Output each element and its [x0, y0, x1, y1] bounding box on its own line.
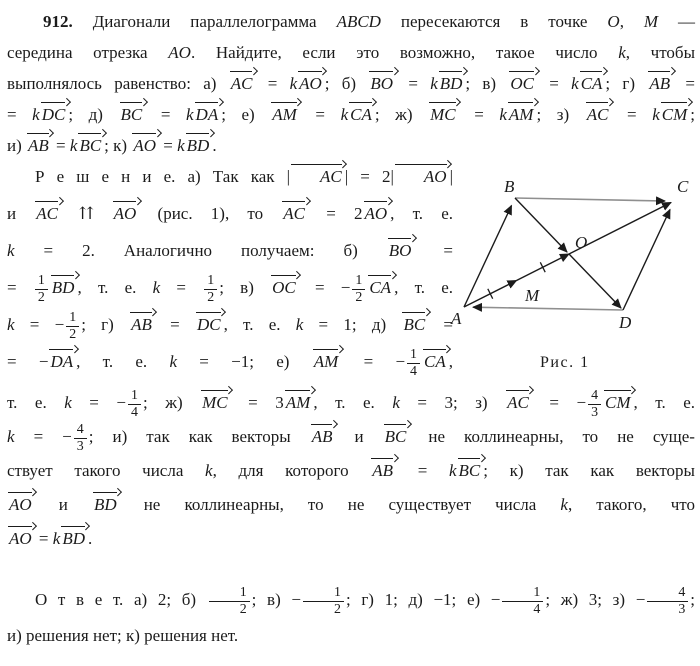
- diagonal-bd-arrow: [569, 254, 621, 308]
- text-run: k: [7, 241, 15, 260]
- text-run: |: [449, 167, 453, 186]
- side-dc-arrow: [623, 210, 670, 311]
- text-run: =: [51, 136, 70, 155]
- text-run: =: [255, 74, 290, 93]
- vector-AO: AO: [363, 204, 391, 224]
- text-run: , т. е.: [76, 352, 170, 371]
- text-run: выполнялось равенство: а): [7, 74, 229, 93]
- fraction: $\frac{1}{4}$: [128, 388, 141, 420]
- text-run: , т. е.: [394, 278, 453, 297]
- text-line: [7, 343, 453, 380]
- text-run: , т. е.: [313, 393, 393, 412]
- text-run: k: [205, 461, 213, 481]
- text-run: =: [34, 529, 53, 549]
- text-run: ⇈: [61, 204, 112, 223]
- text-run: = 3: [230, 393, 284, 412]
- text-run: . Найдите, если это возможно, такое число: [190, 43, 619, 62]
- vector-BD: BD: [50, 278, 78, 298]
- text-run: , т. е.: [390, 204, 454, 223]
- text-run: ;: [690, 590, 696, 609]
- vector-MC: MC: [200, 393, 231, 413]
- vector-AB: AB: [647, 74, 673, 94]
- fraction: $\frac{1}{2}$: [66, 310, 79, 342]
- vector-AC: AC: [229, 74, 256, 94]
- vector-AB: AB: [26, 136, 52, 156]
- text-run: k: [571, 74, 579, 93]
- text-line: [7, 37, 695, 68]
- text-run: | = 2|: [344, 167, 394, 186]
- text-run: (рис. 1), то: [139, 204, 282, 223]
- vector-bo-arrow: [515, 198, 567, 252]
- text-run: =: [458, 105, 500, 124]
- vector-AO: AO: [112, 204, 140, 224]
- text-run: = −: [531, 393, 587, 412]
- text-run: k: [32, 105, 40, 124]
- text-run: = 1; д): [303, 315, 402, 334]
- text-run: k: [652, 105, 660, 124]
- vector-DA: DA: [48, 352, 76, 372]
- answer-block: [7, 580, 695, 652]
- solution-full-width: [7, 386, 695, 556]
- text-line: [7, 620, 695, 652]
- text-run: , такого, что: [567, 495, 695, 515]
- vector-AO: AO: [394, 167, 450, 187]
- parallelogram-svg: [447, 164, 699, 376]
- text-run: ; ж): [142, 393, 201, 412]
- text-run: .: [212, 136, 217, 155]
- vector-CA: CA: [367, 278, 394, 298]
- vector-BC: BC: [401, 315, 428, 335]
- text-run: =: [7, 278, 33, 297]
- text-run: k: [448, 461, 457, 481]
- text-run: ; к): [104, 136, 132, 155]
- vector-AM: AM: [312, 352, 342, 372]
- vertex-label-a: A: [451, 309, 462, 328]
- text-run: k: [340, 105, 349, 124]
- fraction: $\frac{1}{2}$: [204, 273, 217, 305]
- text-run: = 2. Аналогично получаем: б): [14, 241, 387, 260]
- text-run: , т. е.: [77, 278, 153, 297]
- vector-AO: AO: [131, 136, 159, 156]
- text-run: ; и) так как векторы: [88, 427, 310, 447]
- text-run: ,: [448, 352, 453, 371]
- vector-AO: AO: [7, 529, 35, 549]
- vector-AM: AM: [284, 393, 314, 413]
- text-run: =: [396, 461, 449, 481]
- vector-MC: MC: [428, 105, 459, 125]
- tick-mark-mo: [540, 262, 545, 272]
- text-run: =: [160, 278, 203, 297]
- text-line: [7, 306, 453, 343]
- text-line: [7, 232, 453, 269]
- text-run: не коллинеарны, то не существует числа: [119, 495, 561, 515]
- point-label-m: M: [525, 286, 540, 305]
- text-run: =: [299, 105, 341, 124]
- text-run: k: [295, 315, 304, 334]
- text-run: ; з): [536, 105, 585, 124]
- fraction: $\frac{1}{2}$: [209, 585, 250, 617]
- text-run: ; в) −: [251, 590, 301, 609]
- text-run: =: [154, 315, 195, 334]
- text-run: и: [34, 495, 92, 515]
- vector-AO: AO: [297, 74, 325, 94]
- fraction: $\frac{1}{4}$: [502, 585, 543, 617]
- text-run: k: [7, 315, 15, 334]
- text-run: =: [145, 105, 186, 124]
- text-run: не коллинеарны, то не суще-: [409, 427, 695, 447]
- text-run: ; ж) 3; з) −: [545, 590, 646, 609]
- vector-BO: BO: [387, 241, 415, 261]
- text-run: = −: [7, 352, 49, 371]
- text-run: , чтобы: [625, 43, 695, 62]
- side-bc-arrow: [515, 198, 665, 201]
- text-run: ; к) так как векторы: [483, 461, 695, 481]
- text-run: = −: [71, 393, 126, 412]
- vector-AM: AM: [270, 105, 300, 125]
- fraction: $\frac{4}{3}$: [74, 422, 87, 454]
- vector-AC: AC: [290, 167, 345, 187]
- text-run: .: [87, 529, 93, 549]
- text-run: Р е ш е н и е. а) Так как |: [35, 167, 291, 186]
- text-run: ; г) 1; д) −1; е) −: [345, 590, 501, 609]
- text-line: [7, 68, 695, 99]
- text-run: = −1; е): [177, 352, 312, 371]
- text-line: [7, 99, 695, 130]
- vector-BD: BD: [438, 74, 466, 94]
- text-run: =: [414, 241, 453, 260]
- text-run: k: [499, 105, 507, 124]
- solution-left-column: [7, 158, 453, 380]
- text-run: k: [186, 105, 194, 124]
- fraction: $\frac{1}{4}$: [407, 347, 420, 379]
- text-run: O: [607, 12, 620, 31]
- fraction: $\frac{4}{3}$: [647, 585, 688, 617]
- text-run: середина отрезка: [7, 43, 169, 62]
- vector-BC: BC: [383, 427, 410, 447]
- text-run: k: [560, 495, 568, 515]
- vector-CA: CA: [422, 352, 449, 372]
- text-line: [7, 522, 695, 556]
- vector-AC: AC: [34, 204, 61, 224]
- text-run: ; в): [465, 74, 509, 93]
- fraction: $\frac{4}{3}$: [588, 388, 601, 420]
- text-run: k: [392, 393, 400, 412]
- vector-DC: DC: [195, 315, 224, 335]
- text-run: пересекаются в точке: [380, 12, 608, 31]
- text-run: =: [159, 136, 178, 155]
- text-run: =: [7, 105, 33, 124]
- vector-DC: DC: [40, 105, 69, 125]
- figure: [447, 164, 699, 376]
- text-run: и: [7, 204, 35, 223]
- text-run: = 2: [308, 204, 363, 223]
- vector-CA: CA: [348, 105, 375, 125]
- text-run: k: [169, 352, 177, 371]
- vector-AM: AM: [507, 105, 537, 125]
- text-run: и: [335, 427, 383, 447]
- vector-AB: AB: [310, 427, 336, 447]
- text-run: ; г): [605, 74, 648, 93]
- text-run: ; г): [81, 315, 130, 334]
- text-run: ; б): [324, 74, 369, 93]
- text-run: ; ж): [374, 105, 429, 124]
- vector-BD: BD: [60, 529, 88, 549]
- text-run: —: [658, 12, 696, 31]
- vector-BD: BD: [185, 136, 213, 156]
- text-run: k: [69, 136, 78, 155]
- text-run: , т. е.: [633, 393, 696, 412]
- text-line: [7, 420, 695, 454]
- text-run: k: [52, 529, 61, 549]
- text-run: =: [611, 105, 653, 124]
- text-line: [7, 6, 695, 37]
- vector-BD: BD: [92, 495, 120, 515]
- vertex-label-c: C: [677, 177, 689, 196]
- vector-BC: BC: [457, 461, 484, 481]
- text-run: = 3; з): [399, 393, 506, 412]
- text-run: =: [673, 74, 695, 93]
- text-line: [7, 158, 453, 195]
- text-run: ,: [619, 12, 644, 31]
- text-run: ABCD: [336, 12, 381, 31]
- vector-BC: BC: [119, 105, 146, 125]
- text-run: k: [618, 43, 626, 62]
- text-run: M: [643, 12, 659, 31]
- vector-CM: CM: [603, 393, 634, 413]
- fraction: $\frac{1}{2}$: [303, 585, 344, 617]
- text-run: k: [152, 278, 161, 297]
- vector-BC: BC: [77, 136, 104, 156]
- text-run: и): [7, 136, 27, 155]
- vector-BO: BO: [368, 74, 396, 94]
- vector-AC: AC: [505, 393, 532, 413]
- vector-OC: OC: [270, 278, 299, 298]
- text-line: [7, 386, 695, 420]
- fraction: $\frac{1}{2}$: [352, 273, 365, 305]
- text-run: ; е): [221, 105, 271, 124]
- vector-CA: CA: [579, 74, 606, 94]
- text-run: ;: [690, 105, 695, 124]
- vector-DA: DA: [194, 105, 222, 125]
- text-run: k: [289, 74, 298, 93]
- tick-mark-am: [488, 289, 493, 299]
- fraction: $\frac{1}{2}$: [35, 273, 48, 305]
- vertex-label-d: D: [619, 313, 632, 332]
- text-line: [7, 454, 695, 488]
- text-run: = −: [298, 278, 351, 297]
- vector-OC: OC: [508, 74, 537, 94]
- text-line: [7, 130, 695, 161]
- text-run: k: [430, 74, 438, 93]
- text-run: = −: [341, 352, 406, 371]
- side-ab-arrow: [464, 206, 512, 308]
- text-line: [7, 488, 695, 522]
- text-run: , для которого: [212, 461, 371, 481]
- text-run: =: [428, 315, 454, 334]
- text-run: =: [537, 74, 572, 93]
- text-run: Диагонали параллелограмма: [72, 12, 337, 31]
- text-run: ствует такого числа: [7, 461, 206, 481]
- text-run: , т. е.: [223, 315, 296, 334]
- vector-AC: AC: [585, 105, 612, 125]
- text-run: k: [177, 136, 185, 155]
- side-da-arrow: [473, 307, 623, 310]
- text-run: = −: [14, 315, 65, 334]
- text-line: [7, 269, 453, 306]
- text-run: и) решения нет; к) решения нет.: [7, 626, 239, 645]
- text-run: ; в): [219, 278, 271, 297]
- figure-caption: Рис. 1: [540, 354, 590, 371]
- point-label-o: O: [575, 233, 588, 252]
- text-run: AO: [168, 43, 191, 62]
- vector-AB: AB: [370, 461, 396, 481]
- text-run: k: [7, 427, 15, 447]
- vertex-label-b: B: [504, 177, 515, 196]
- text-run: ; д): [68, 105, 119, 124]
- text-run: 912.: [43, 12, 73, 31]
- text-run: т. е.: [7, 393, 65, 412]
- vector-AC: AC: [281, 204, 308, 224]
- vector-AB: AB: [129, 315, 155, 335]
- problem-statement: [7, 6, 695, 161]
- text-line: [7, 195, 453, 232]
- vector-CM: CM: [660, 105, 691, 125]
- text-run: О т в е т. а) 2; б): [35, 590, 207, 609]
- text-line: [7, 580, 695, 620]
- text-run: =: [396, 74, 431, 93]
- vector-AO: AO: [7, 495, 35, 515]
- text-run: = −: [14, 427, 72, 447]
- text-run: k: [64, 393, 72, 412]
